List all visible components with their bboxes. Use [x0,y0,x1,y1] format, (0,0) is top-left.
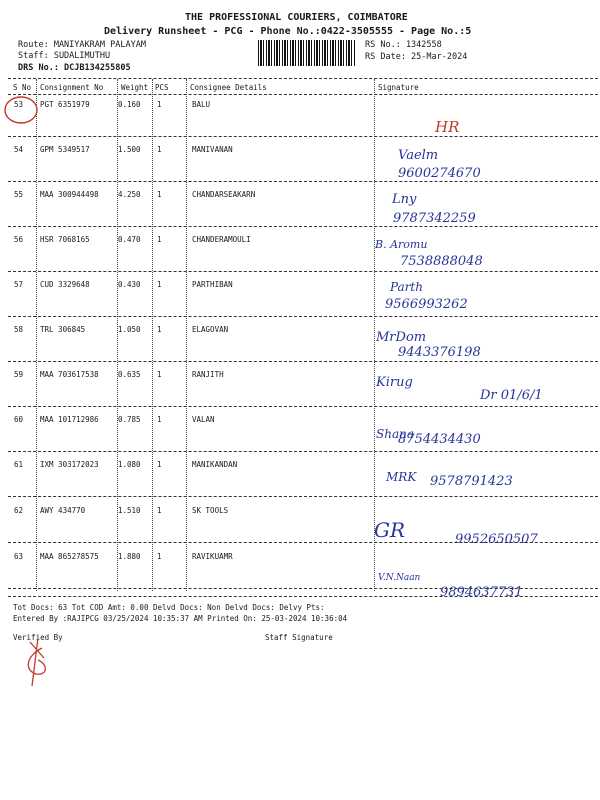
header-bottom-rule [8,94,598,95]
row-rule [8,316,598,317]
row-sno: 56 [14,235,24,244]
col-signature: Signature [378,83,419,92]
row-consignment: MAA 703617538 [40,370,99,379]
row-weight: 4.250 [118,190,141,199]
col-divider [36,79,37,591]
row-consignee: SK TOOLS [192,506,229,515]
row-rule [8,542,598,543]
row-phone: Dr 01/6/1 [480,388,543,403]
col-divider [186,79,187,591]
col-weight: Weight [121,83,149,92]
row-pcs: 1 [157,145,162,154]
row-pcs: 1 [157,415,162,424]
row-pcs: 1 [157,325,162,334]
row-pcs: 1 [157,552,162,561]
row-rule [8,588,598,589]
row-rule [8,181,598,182]
col-consignment: Consignment No [40,83,104,92]
row-signature: MrDom [376,330,427,345]
col-consignee: Consignee Details [190,83,267,92]
staff-label: Staff: SUDALIMUTHU [18,51,111,61]
row-pcs: 1 [157,235,162,244]
row-pcs: 1 [157,460,162,469]
row-pcs: 1 [157,506,162,515]
verified-by-label: Verified By [13,633,63,642]
rs-number: RS No.: 1342558 [365,40,442,50]
row-consignment: PGT 6351979 [40,100,90,109]
row-phone: 9600274670 [398,166,481,181]
row-consignee: CHANDARSEAKARN [192,190,256,199]
row-consignee: MANIVANAN [192,145,233,154]
row-signature: GR [374,518,406,542]
row-consignment: GPM 5349517 [40,145,90,154]
row-weight: 1.080 [118,460,141,469]
circle-mark [2,94,42,128]
row-phone: 7538888048 [400,254,483,269]
row-pcs: 1 [157,370,162,379]
entered-by-line: Entered By :RAJIPCG 03/25/2024 10:35:37 AM Printed On: 25-03-2024 10:36:04 [13,614,348,623]
col-divider [152,79,153,591]
row-sno: 55 [14,190,24,199]
row-signature: Lny [392,192,417,207]
row-signature: Parth [390,280,423,294]
row-consignment: IXM 303172023 [40,460,99,469]
row-phone: 9787342259 [393,211,476,226]
route-label: Route: MANIYAKRAM PALAYAM [18,40,146,50]
row-rule [8,451,598,452]
row-pcs: 1 [157,100,162,109]
row-consignment: HSR 7068165 [40,235,90,244]
row-consignment: AWY 434770 [40,506,86,515]
row-weight: 1.500 [118,145,141,154]
row-rule [8,496,598,497]
verifier-signature [18,636,58,688]
row-consignee: CHANDERAMOULI [192,235,251,244]
row-consignee: MANIKANDAN [192,460,238,469]
row-sno: 58 [14,325,24,334]
row-phone: 9443376198 [398,345,481,360]
totals-line: Tot Docs: 63 Tot COD Amt: 0.00 Delvd Docs: Non Delvd Docs: Delvy Pts: [13,603,325,612]
row-pcs: 1 [157,280,162,289]
row-consignee: RAVIKUAMR [192,552,233,561]
row-phone: 9578791423 [430,474,513,489]
row-sno: 62 [14,506,24,515]
row-signature: Shana [376,427,414,441]
row-sno: 53 [14,100,24,109]
row-signature: Kirug [376,375,413,390]
row-consignee: VALAN [192,415,215,424]
row-rule [8,136,598,137]
row-consignment: TRL 306845 [40,325,86,334]
row-signature: V.N.Naan [378,573,421,583]
row-weight: 0.635 [118,370,141,379]
row-weight: 0.470 [118,235,141,244]
row-rule [8,271,598,272]
row-rule [8,361,598,362]
row-consignee: RANJITH [192,370,224,379]
col-divider [374,79,375,591]
row-sno: 61 [14,460,24,469]
row-weight: 0.160 [118,100,141,109]
row-phone: 8754434430 [398,432,481,447]
row-rule [8,226,598,227]
row-signature: B. Aromu [375,238,428,251]
header-top-rule [8,78,598,79]
barcode [258,40,356,66]
row-sno: 54 [14,145,24,154]
row-signature: Vaelm [398,148,439,163]
row-sno: 59 [14,370,24,379]
row-signature: MRK [386,470,417,484]
row-consignee: BALU [192,100,211,109]
row-signature: HR [435,118,460,136]
row-weight: 1.510 [118,506,141,515]
staff-signature-label: Staff Signature [265,633,333,642]
row-phone: 9566993262 [385,297,468,312]
col-pcs: PCS [155,83,169,92]
row-phone: 9952650507 [455,532,538,547]
row-consignment: MAA 300944498 [40,190,99,199]
row-rule [8,406,598,407]
row-sno: 63 [14,552,24,561]
row-sno: 60 [14,415,24,424]
row-consignee: PARTHIBAN [192,280,233,289]
row-sno: 57 [14,280,24,289]
row-weight: 0.785 [118,415,141,424]
row-consignee: ELAGOVAN [192,325,229,334]
row-weight: 1.050 [118,325,141,334]
rs-date: RS Date: 25-Mar-2024 [365,52,468,62]
row-consignment: CUD 3329648 [40,280,90,289]
row-consignment: MAA 101712986 [40,415,99,424]
company-name: THE PROFESSIONAL COURIERS, COIMBATORE [185,12,408,23]
drs-number: DRS No.: DCJB134255805 [18,63,131,73]
row-weight: 0.430 [118,280,141,289]
footer-rule [8,596,598,597]
col-sno: S No [13,83,32,92]
row-consignment: MAA 865278575 [40,552,99,561]
runsheet-title: Delivery Runsheet - PCG - Phone No.:0422-3505555 - Page No.:5 [104,26,472,37]
row-weight: 1.880 [118,552,141,561]
row-phone: 9894637731 [440,585,523,600]
row-pcs: 1 [157,190,162,199]
